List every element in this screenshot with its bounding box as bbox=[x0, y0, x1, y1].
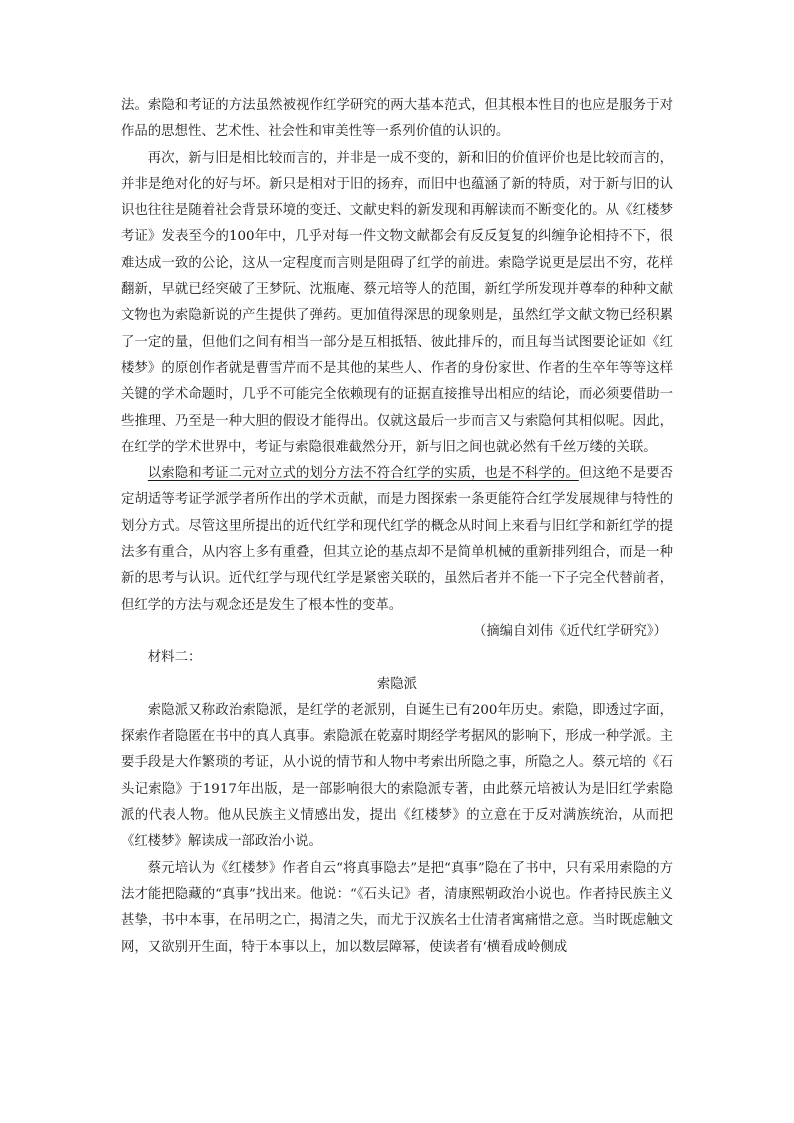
section-title: 索隐派 bbox=[376, 676, 418, 692]
paragraph-4: 索隐派又称政治索隐派，是红学的老派别，自诞生已有200年历史。索隐，即透过字面，探索作者隐匿在书中的真人真事。索隐派在乾嘉时期经学考据风的影响下，形成一种学派。主要手段是大作繁琐的考证，从小说的情节和人物中考索出所隐之事，所隐之人。蔡元培的《石头记索隐》于1917年出版，是一部影响很大的索隐派专著，由此蔡元培被认为是旧红学索隐派的代表人物。他从民族主义情感出发，提出《红楼梦》的立意在于反对满族统治，从而把《红楼梦》解读成一部政治小说。 bbox=[121, 702, 673, 850]
underlined-sentence: 以索隐和考证二元对立式的划分方法不符合红学的实质，也是不科学的。 bbox=[147, 466, 579, 482]
paragraph-3 bbox=[121, 461, 673, 619]
paragraph-1: 法。索隐和考证的方法虽然被视作红学研究的两大基本范式，但其根本性目的也应是服务于对作品的思想性、艺术性、社会性和审美性等一系列价值的认识的。 bbox=[121, 98, 673, 140]
paragraph-2: 再次，新与旧是相比较而言的，并非是一成不变的，新和旧的价值评价也是比较而言的，并非是绝对化的好与坏。新只是相对于旧的扬弃，而旧中也蕴涵了新的特质，对于新与旧的认识也往往是随着社会背景环境的变迁、文献史料的新发现和再解读而不断变化的。从《红楼梦考证》发表至今的100年中，几乎对每一件文物文献都会有反反复复的纠缠争论相持不下，很难达成一致的公论，这从一定程度而言则是阻碍了红学的前进。索隐学说更是层出不穷，花样翻新，早就已经突破了王梦阮、沈瓶庵、蔡元培等人的范围，新红学所发现并尊奉的种种文献文物也为索隐新说的产生提供了弹药。更加值得深思的现象则是，虽然红学文献文物已经积累了一定的量，但他们之间有相当一部分是互相抵牾、彼此排斥的，而且每当试图要论证如《红楼梦》的原创作者就是曹雪芹而不是其他的某些人、作者的身份家世、作者的生卒年等等这样关键的学术命题时，几乎不可能完全依赖现有的证据直接推导出相应的结论，而必须要借助一些推理、乃至是一种大胆的假设才能得出。仅就这最后一步而言又与索隐何其相似呢。因此，在红学的学术世界中，考证与索隐很难截然分开，新与旧之间也就必然有千丝万缕的关联。 bbox=[121, 150, 673, 455]
document-page bbox=[121, 93, 673, 961]
material-label: 材料二： bbox=[147, 650, 202, 666]
paragraph-3-rest: 但这绝不是要否定胡适等考证学派学者所作出的学术贡献，而是力图探索一条更能符合红学发展规律与特性的划分方式。尽管这里所提出的近代红学和现代红学的概念从时间上来看与旧红学和新红学的提法多有重合，从内容上多有重叠，但其立论的基点却不是简单机械的重新排列组合，而是一种新的思考与认识。近代红学与现代红学是紧密关联的，虽然后者并不能一下子完全代替前者，但红学的方法与观念还是发生了根本性的变革。 bbox=[121, 466, 673, 613]
paragraph-5: 蔡元培认为《红楼梦》作者自云“将真事隐去”是把“真事”隐在了书中，只有采用索隐的方法才能把隐藏的“真事”找出来。他说：“《石头记》者，清康熙朝政治小说也。作者持民族主义甚挚，书中本事，在吊明之亡，揭清之失，而尤于汉族名士仕清者寓痛惜之意。当时既虑触文网，又欲别开生面，特于本事以上，加以数层障幂，使读者有‘横看成岭侧成 bbox=[121, 860, 673, 955]
source-citation: （摘编自刘伟《近代红学研究》） bbox=[472, 623, 667, 639]
